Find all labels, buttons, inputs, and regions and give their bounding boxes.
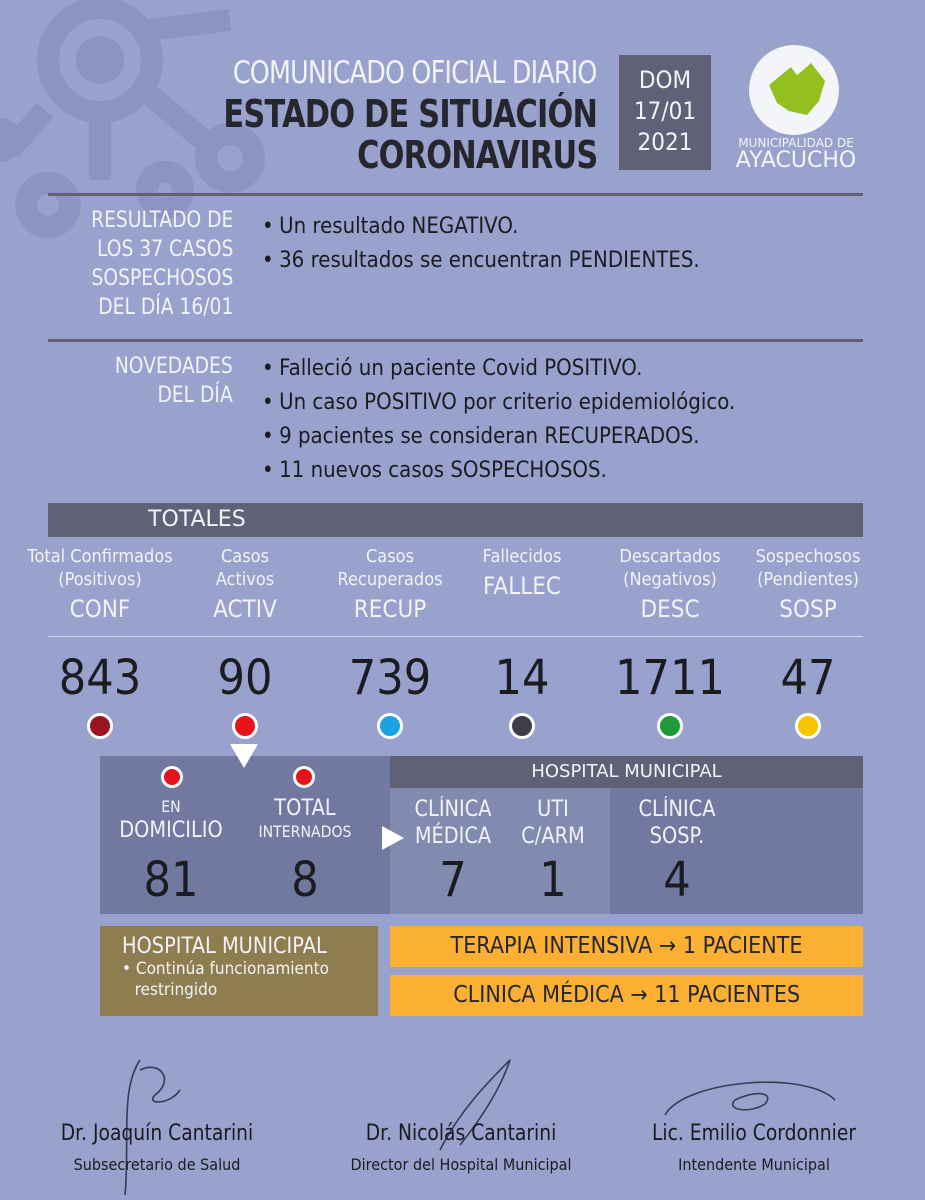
municipality-logo [749,45,839,135]
totales-code: RECUP [353,595,427,623]
novedades-item: • 11 nuevos casos SOSPECHOSOS. [262,454,735,488]
uti-value: 1 [539,852,567,908]
uti-label [513,796,592,850]
terapia-intensiva-text: TERAPIA INTENSIVA → 1 PACIENTE [450,933,803,959]
date-year: 2021 [637,128,693,156]
status-dot-desc [657,713,683,739]
novedades-label-line: NOVEDADES [115,354,233,379]
status-dot-sosp [795,713,821,739]
clinica-label-line: MÉDICA [414,824,492,849]
sosp-label-line: CLÍNICA [638,797,716,822]
resultados-label-line: DEL DÍA 16/01 [97,295,233,320]
totales-column-fallec [437,545,607,602]
totales-label-line: Activos [215,569,275,590]
novedades-item: • Un caso POSITIVO por criterio epidemiológico. [262,386,735,420]
divider-top [48,193,863,196]
date-date: 17/01 [633,97,697,125]
novedades-list [262,352,735,488]
totales-label-line: Casos [220,546,270,567]
resultados-list [262,210,700,278]
totales-bar: TOTALES [48,503,863,537]
novedades-label [115,352,233,410]
hospital-panel-title: HOSPITAL MUNICIPAL [390,756,863,788]
internados-dot [293,766,315,788]
internados-label-line: INTERNADOS [258,822,352,841]
domicilio-label [118,796,224,844]
totales-value-desc: 1711 [615,650,725,706]
ayacucho-map-icon [749,45,839,135]
totales-label-line: Casos [365,546,415,567]
totales-code: SOSP [779,595,837,623]
divider-middle [48,339,863,342]
totales-value-sosp: 47 [780,650,836,706]
totales-label-line: (Positivos) [58,569,142,590]
totales-code: DESC [640,595,700,623]
header-line1: COMUNICADO OFICIAL DIARIO [233,55,597,91]
header-line2: ESTADO DE SITUACIÓN [223,92,597,136]
totales-label-line: Total Confirmados [27,546,173,567]
sosp-label [629,796,726,850]
clinica-label-line: CLÍNICA [414,797,492,822]
status-dot-conf [87,713,113,739]
header-line3: CORONAVIRUS [356,133,597,177]
down-arrow-icon [230,744,258,768]
internados-label-line: TOTAL [274,796,336,821]
totales-value-recup: 739 [348,650,432,706]
resultados-label-line: RESULTADO DE [90,208,233,233]
logo-text-small: MUNICIPALIDAD DE [738,136,854,150]
clinica-medica-bar [390,975,863,1016]
clinica-medica-text: CLINICA MÉDICA → 11 PACIENTES [453,982,800,1008]
resultados-label-line: LOS 37 CASOS [96,237,233,262]
status-dot-fallec [509,713,535,739]
signature-name: Lic. Emilio Cordonnier [651,1121,857,1146]
resultados-item: • 36 resultados se encuentran PENDIENTES. [262,244,700,278]
novedades-item: • Falleció un paciente Covid POSITIVO. [262,352,735,386]
resultados-item: • Un resultado NEGATIVO. [262,210,700,244]
domicilio-dot [161,766,183,788]
novedades-item: • 9 pacientes se consideran RECUPERADOS. [262,420,735,454]
hospital-note-line: • Continúa funcionamiento [122,959,330,979]
totales-code: ACTIV [213,595,277,623]
hospital-note-title: HOSPITAL MUNICIPAL [122,934,327,959]
uti-label-line: C/ARM [521,824,585,849]
terapia-intensiva-bar [390,926,863,967]
date-box [619,55,711,170]
novedades-label-line: DEL DÍA [157,383,233,408]
clinica-value: 7 [439,852,467,908]
signature-name: Dr. Joaquín Cantarini [60,1121,254,1146]
sosp-value: 4 [663,852,691,908]
signature-role: Subsecretario de Salud [73,1155,241,1174]
domicilio-label-line: DOMICILIO [119,818,223,843]
hospital-note [100,926,378,1016]
totales-label-line: Recuperados [337,569,443,590]
status-dot-recup [377,713,403,739]
hospital-note-line: restringido [134,980,218,1000]
internados-label [252,796,358,842]
signature-name: Dr. Nicolás Cantarini [365,1121,557,1146]
sosp-label-line: SOSP. [649,824,705,849]
resultados-label [91,206,233,322]
totales-divider [48,636,863,637]
domicilio-label-line: EN [161,797,181,816]
totales-code: CONF [69,595,131,623]
domicilio-value: 81 [143,852,199,908]
date-day: DOM [638,66,692,94]
totales-label-line: Sospechosos [755,546,861,567]
resultados-label-line: SOSPECHOSOS [91,266,233,291]
right-arrow-icon [382,826,404,850]
totales-label-line: (Pendientes) [757,569,859,590]
totales-code: FALLEC [482,572,562,600]
totales-label-line: (Negativos) [623,569,717,590]
clinica-label [405,796,502,850]
signature-role: Director del Hospital Municipal [350,1155,572,1174]
totales-value-conf: 843 [58,650,142,706]
internados-value: 8 [291,852,319,908]
uti-label-line: UTI [537,797,569,822]
totales-label-line: Fallecidos [482,546,562,567]
totales-value-activ: 90 [217,650,273,706]
totales-value-fallec: 14 [494,650,550,706]
totales-column-sosp [723,545,893,625]
logo-text-big: AYACUCHO [735,148,857,173]
status-dot-activ [232,713,258,739]
signature-role: Intendente Municipal [678,1155,830,1174]
totales-label-line: Descartados [619,546,721,567]
